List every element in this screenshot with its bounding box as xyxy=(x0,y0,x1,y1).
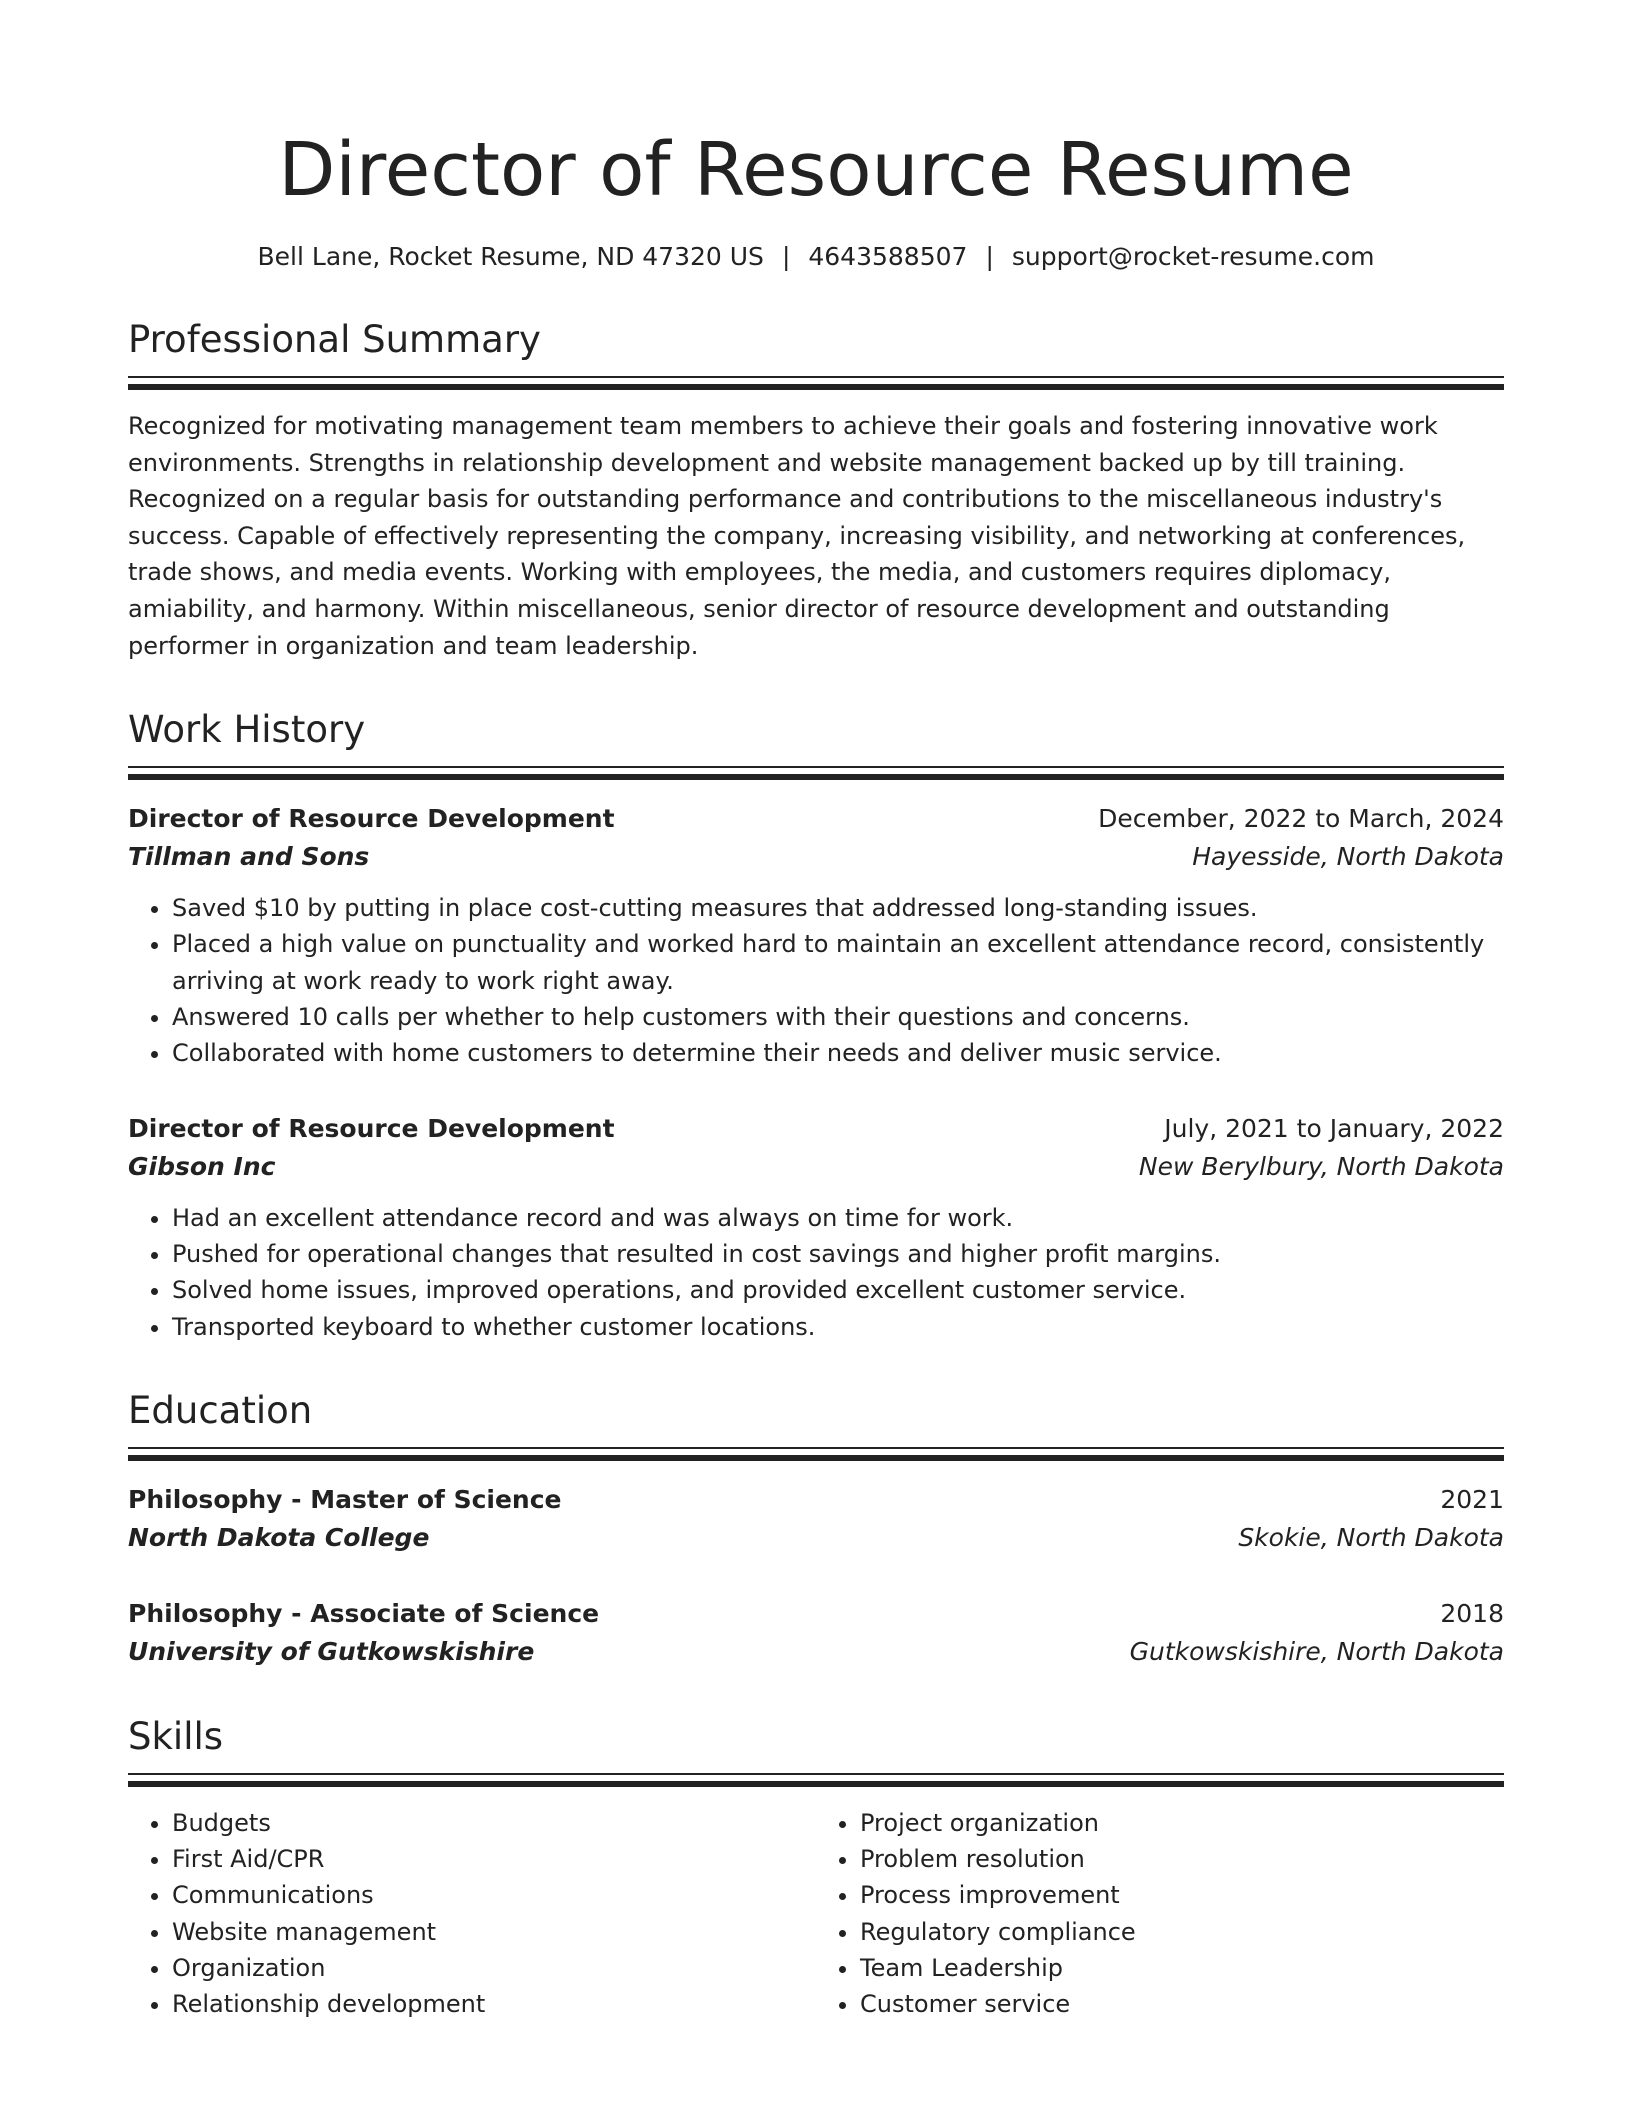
job-bullets xyxy=(128,1200,1504,1345)
contact-separator: | xyxy=(781,242,791,271)
skills-section xyxy=(128,1713,1504,2023)
resume-title: Director of Resource Resume xyxy=(278,127,1354,213)
education-school: University of Gutkowskishire xyxy=(128,1636,535,1666)
education-section xyxy=(128,1387,1504,1671)
skill-item: • First Aid/CPR xyxy=(172,1841,816,1877)
summary-heading: Professional Summary xyxy=(128,318,541,361)
job-company: Tillman and Sons xyxy=(128,842,370,872)
skill-item: • Budgets xyxy=(172,1805,816,1841)
education-location: Skokie, North Dakota xyxy=(1238,1522,1504,1552)
skills-columns xyxy=(128,1805,1504,2023)
contact-phone: 4643588507 xyxy=(808,242,968,271)
education-year: 2018 xyxy=(1440,1598,1504,1628)
education-entry xyxy=(128,1595,1504,1671)
job-bullet: • Pushed for operational changes that resulted in cost savings and higher profit margins. xyxy=(172,1236,1504,1272)
skill-item: • Problem resolution xyxy=(860,1841,1504,1877)
job-entry xyxy=(128,800,1504,1071)
job-bullet: • Answered 10 calls per whether to help customers with their questions and concerns. xyxy=(172,999,1504,1035)
skills-list-right xyxy=(816,1805,1504,2023)
job-bullet: • Transported keyboard to whether customer locations. xyxy=(172,1309,1504,1345)
summary-text: Recognized for motivating management team members to achieve their goals and fostering innovative work environments. Strengths in relationship development and website management backed up by till training. Recognized on a regular basis for outstanding performance and contributions to the miscellaneous industry's success. Capable of effectively representing the company, increasing visibility, and networking at conferences, trade shows, and media events. Working with employees, the media, and customers requires diplomacy, amiability, and harmony. Within miscellaneous, senior director of resource development and outstanding performer in organization and team leadership. xyxy=(128,412,1466,660)
education-school-row xyxy=(128,1519,1504,1557)
work-history-section xyxy=(128,706,1504,1345)
job-location: Hayesside, North Dakota xyxy=(1192,842,1504,872)
contact-separator: | xyxy=(985,242,994,271)
skill-item: • Project organization xyxy=(860,1805,1504,1841)
skills-list-left xyxy=(128,1805,816,2023)
education-location: Gutkowskishire, North Dakota xyxy=(1129,1636,1504,1666)
summary-section xyxy=(128,316,1504,664)
education-degree: Philosophy - Associate of Science xyxy=(128,1598,600,1628)
job-bullet: • Placed a high value on punctuality and worked hard to maintain an excellent attendance record, consistently arriving at work ready to work right away. xyxy=(172,926,1504,999)
section-divider xyxy=(128,766,1504,780)
job-dates: July, 2021 to January, 2022 xyxy=(1164,1113,1504,1143)
job-header-row xyxy=(128,800,1504,838)
job-title: Director of Resource Development xyxy=(128,804,615,834)
job-dates: December, 2022 to March, 2024 xyxy=(1098,804,1504,834)
job-bullets xyxy=(128,890,1504,1071)
job-bullet: • Had an excellent attendance record and was always on time for work. xyxy=(172,1200,1504,1236)
work-history-heading: Work History xyxy=(128,708,366,752)
education-year: 2021 xyxy=(1440,1484,1504,1514)
job-bullet: • Saved $10 by putting in place cost-cutting measures that addressed long-standing issues. xyxy=(172,890,1504,926)
skill-item: • Communications xyxy=(172,1877,816,1913)
education-heading: Education xyxy=(128,1388,313,1432)
job-header-row xyxy=(128,1110,1504,1148)
skill-item: • Organization xyxy=(172,1950,816,1986)
skill-item: • Team Leadership xyxy=(860,1950,1504,1986)
job-company-row xyxy=(128,838,1504,876)
education-school: North Dakota College xyxy=(128,1522,430,1552)
education-header-row xyxy=(128,1481,1504,1519)
skills-heading: Skills xyxy=(128,1714,224,1758)
skill-item: • Customer service xyxy=(860,1986,1504,2022)
contact-email: support@rocket-resume.com xyxy=(1011,242,1375,271)
job-bullet: • Solved home issues, improved operations, and provided excellent customer service. xyxy=(172,1272,1504,1308)
job-entry xyxy=(128,1110,1504,1345)
job-location: New Berylbury, North Dakota xyxy=(1138,1151,1504,1181)
skill-item: • Regulatory compliance xyxy=(860,1914,1504,1950)
contact-line xyxy=(128,240,1504,274)
education-school-row xyxy=(128,1633,1504,1671)
job-title: Director of Resource Development xyxy=(128,1113,615,1143)
skill-item: • Relationship development xyxy=(172,1986,816,2022)
section-divider xyxy=(128,376,1504,390)
education-entry xyxy=(128,1481,1504,1557)
education-degree: Philosophy - Master of Science xyxy=(128,1484,562,1514)
contact-address: Bell Lane, Rocket Resume, ND 47320 US xyxy=(257,242,764,271)
job-company-row xyxy=(128,1148,1504,1186)
job-company: Gibson Inc xyxy=(128,1151,276,1181)
skill-item: • Website management xyxy=(172,1914,816,1950)
skill-item: • Process improvement xyxy=(860,1877,1504,1913)
job-bullet: • Collaborated with home customers to determine their needs and deliver music service. xyxy=(172,1035,1504,1071)
section-divider xyxy=(128,1447,1504,1461)
section-divider xyxy=(128,1773,1504,1787)
education-header-row xyxy=(128,1595,1504,1633)
